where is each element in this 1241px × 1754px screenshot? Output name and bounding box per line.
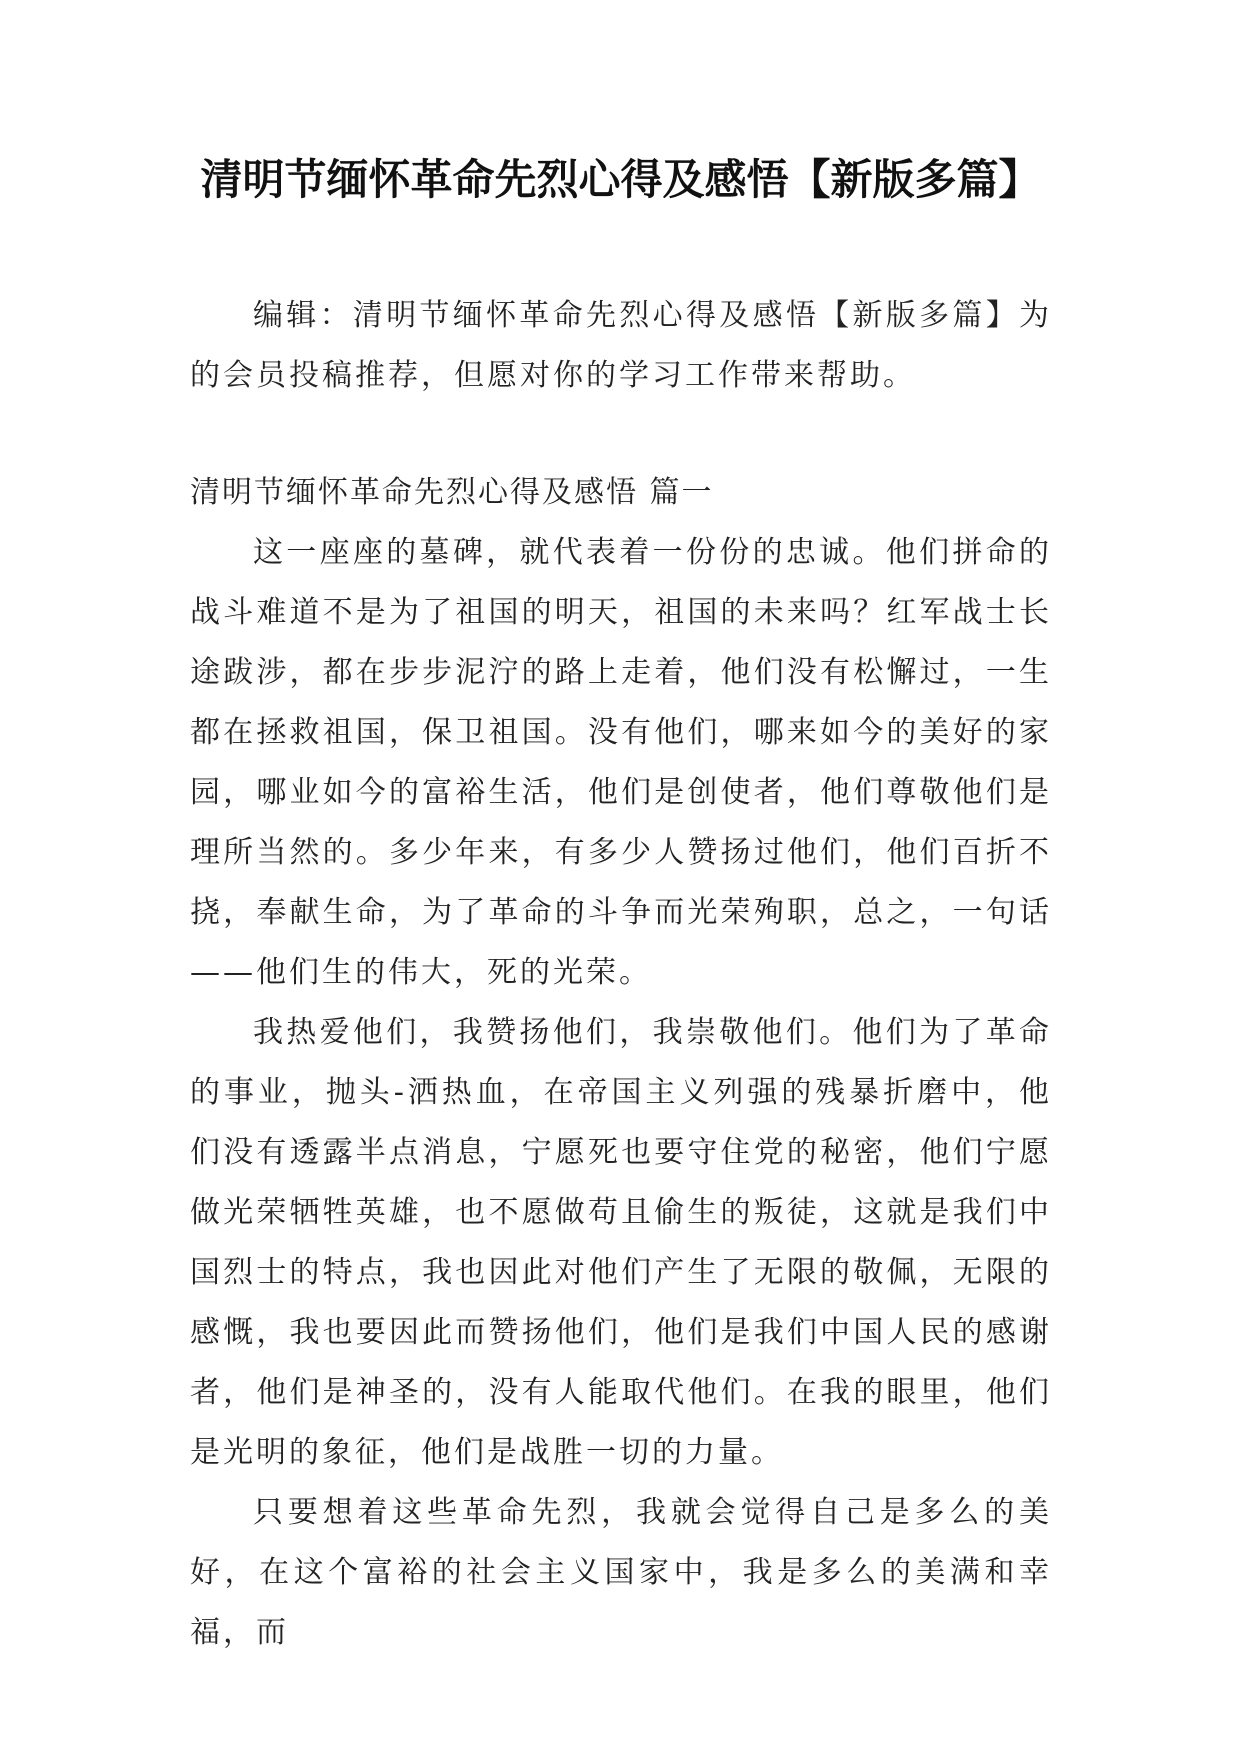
body-paragraph: 我热爱他们，我赞扬他们，我崇敬他们。他们为了革命的事业，抛头-洒热血，在帝国主义列强的残暴折磨中，他们没有透露半点消息，宁愿死也要守住党的秘密，他们宁愿做光荣牺牲英雄，也不愿做苟且偷生的叛徒，这就是我们中国烈士的特点，我也因此对他们产生了无限的敬佩，无限的感慨，我也要因此而赞扬他们，他们是我们中国人民的感谢者，他们是神圣的，没有人能取代他们。在我的眼里，他们是光明的象征，他们是战胜一切的力量。 xyxy=(190,1015,1052,1470)
body-paragraph: 这一座座的墓碑，就代表着一份份的忠诚。他们拼命的战斗难道不是为了祖国的明天，祖国的未来吗？红军战士长途跋涉，都在步步泥泞的路上走着，他们没有松懈过，一生都在拯救祖国，保卫祖国。没有他们，哪来如今的美好的家园，哪业如今的富裕生活，他们是创使者，他们尊敬他们是理所当然的。多少年来，有多少人赞扬过他们，他们百折不挠，奉献生命，为了革命的斗争而光荣殉职，总之，一句话——他们生的伟大，死的光荣。 xyxy=(190,535,1052,990)
article-body xyxy=(190,523,1052,1663)
document-title: 清明节缅怀革命先烈心得及感悟【新版多篇】 xyxy=(200,155,1041,204)
editor-note: 编辑：清明节缅怀革命先烈心得及感悟【新版多篇】为的会员投稿推荐，但愿对你的学习工作带来帮助。 xyxy=(190,298,1052,393)
body-paragraph: 只要想着这些革命先烈，我就会觉得自己是多么的美好，在这个富裕的社会主义国家中，我是多么的美满和幸福，而 xyxy=(190,1495,1052,1650)
section-title: 清明节缅怀革命先烈心得及感悟 篇一 xyxy=(190,475,714,510)
